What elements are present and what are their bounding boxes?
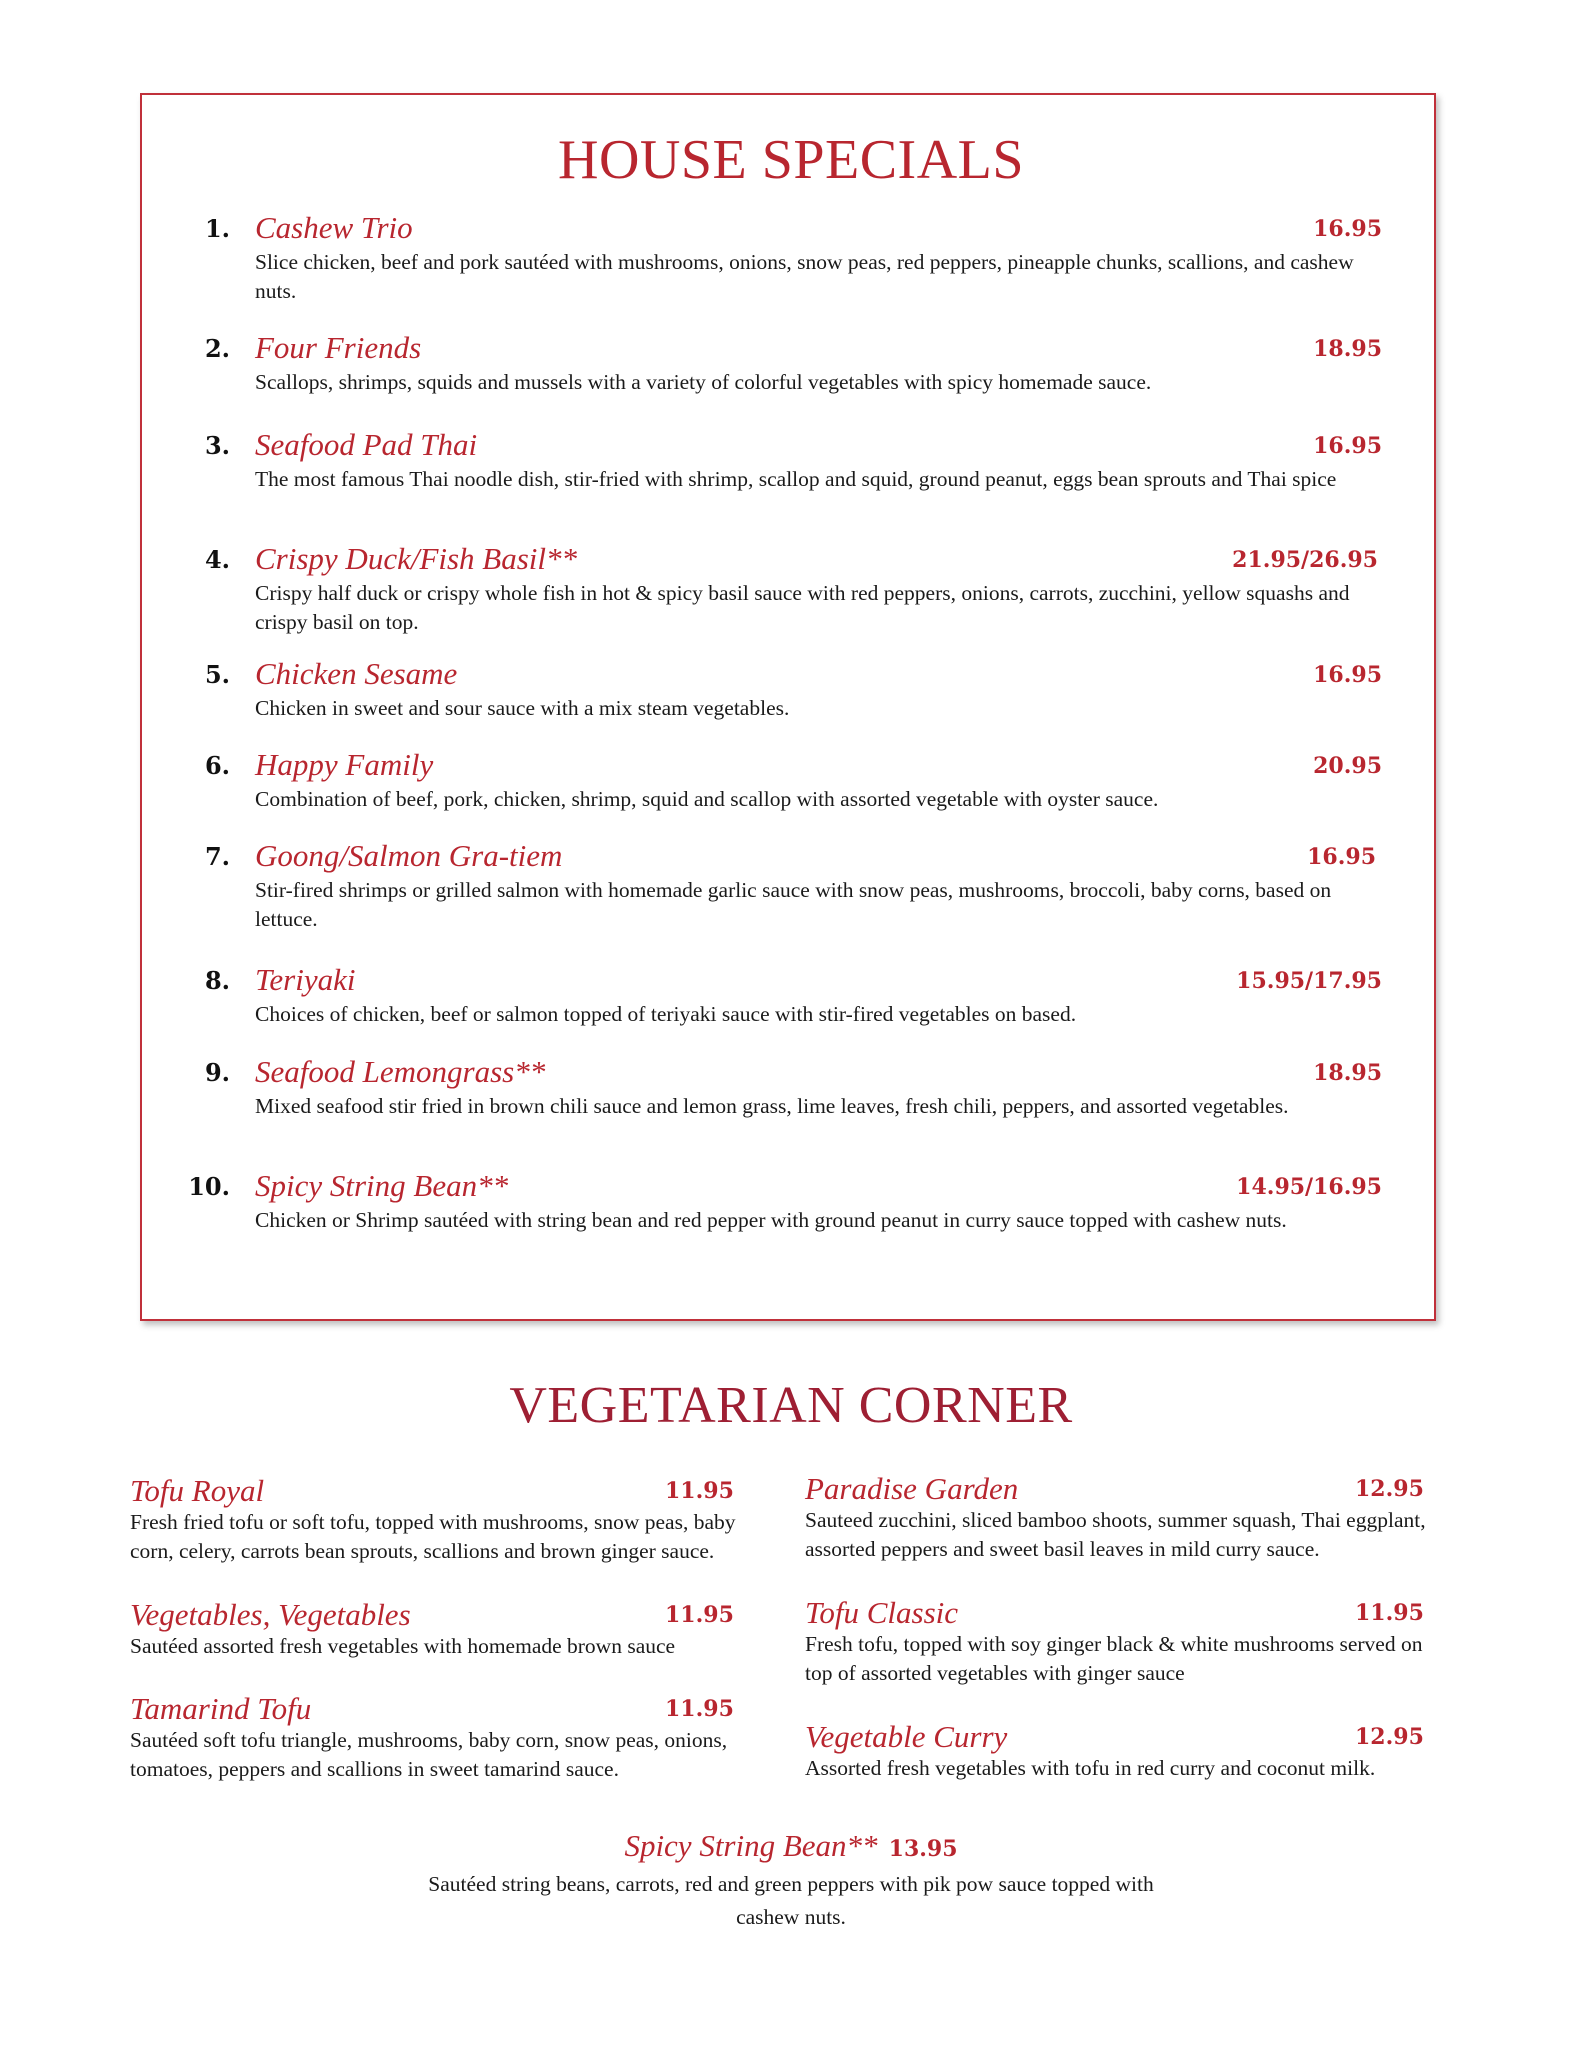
item-number: 5.	[204, 660, 230, 689]
item-name: Spicy String Bean**	[255, 1168, 509, 1203]
item-price: 20.95	[1313, 753, 1382, 779]
veg-item-name: Spicy String Bean**	[624, 1828, 878, 1863]
veg-item-name: Tamarind Tofu	[130, 1691, 312, 1726]
item-price: 14.95/16.95	[1236, 1174, 1382, 1200]
item-description: Combination of beef, pork, chicken, shrimp, squid and scallop with assorted vegetable with oyster sauce.	[255, 787, 1159, 811]
item-description: Choices of chicken, beef or salmon topped of teriyaki sauce with stir-fired vegetables on based.	[255, 1002, 1077, 1026]
veg-item-price: 11.95	[665, 1696, 734, 1722]
item-description: Crispy half duck or crispy whole fish in hot & spicy basil sauce with red peppers, onions, carrots, zucchini, yellow squashs and crispy basil on top.	[255, 581, 1350, 634]
item-description: Mixed seafood stir fried in brown chili sauce and lemon grass, lime leaves, fresh chili, peppers, and assorted vegetables.	[255, 1094, 1289, 1118]
veg-item-name: Paradise Garden	[805, 1471, 1019, 1506]
item-number: 1.	[204, 214, 230, 243]
veg-item	[130, 1598, 770, 1661]
veg-item	[805, 1472, 1445, 1563]
item-name: Crispy Duck/Fish Basil**	[255, 541, 578, 576]
veg-item-price: 11.95	[665, 1478, 734, 1504]
vegetarian-corner-title: VEGETARIAN CORNER	[509, 1377, 1073, 1434]
veg-item-price: 12.95	[1355, 1724, 1424, 1750]
item-name: Seafood Lemongrass**	[255, 1054, 546, 1089]
veg-item-price: 12.95	[1355, 1476, 1424, 1502]
item-price: 16.95	[1313, 662, 1382, 688]
veg-item-price: 13.95	[888, 1836, 958, 1862]
item-name: Four Friends	[255, 330, 422, 365]
veg-item-description: Assorted fresh vegetables with tofu in red curry and coconut milk.	[805, 1756, 1376, 1780]
item-price: 16.95	[1313, 216, 1382, 242]
veg-item-name: Tofu Classic	[805, 1595, 959, 1630]
house-specials-title: HOUSE SPECIALS	[558, 129, 1024, 191]
item-price: 16.95	[1313, 433, 1382, 459]
item-number: 8.	[204, 966, 230, 995]
item-price: 15.95/17.95	[1236, 968, 1382, 994]
item-description: Stir-fired shrimps or grilled salmon with homemade garlic sauce with snow peas, mushrooms, broccoli, baby corns, based on lettuce.	[255, 878, 1332, 931]
veg-item	[805, 1720, 1445, 1783]
veg-item-description: Sautéed string beans, carrots, red and green peppers with pik pow sauce topped with cashew nuts.	[428, 1872, 1154, 1929]
veg-item-description: Fresh fried tofu or soft tofu, topped with mushrooms, snow peas, baby corn, celery, carrots bean sprouts, scallions and brown ginger sauce.	[130, 1510, 736, 1563]
veg-item-name: Vegetable Curry	[805, 1719, 1008, 1754]
item-price: 18.95	[1313, 1060, 1382, 1086]
item-description: The most famous Thai noodle dish, stir-fried with shrimp, scallop and squid, ground peanut, eggs bean sprouts and Thai spice	[255, 467, 1337, 491]
veg-center-item	[0, 1828, 1582, 1934]
veg-item	[130, 1692, 770, 1783]
veg-item-description: Sautéed soft tofu triangle, mushrooms, baby corn, snow peas, onions, tomatoes, peppers and scallions in sweet tamarind sauce.	[130, 1728, 728, 1781]
item-number: 6.	[204, 751, 230, 780]
item-number: 2.	[204, 334, 230, 363]
item-name: Chicken Sesame	[255, 656, 458, 691]
veg-item-description: Sautéed assorted fresh vegetables with homemade brown sauce	[130, 1634, 676, 1658]
item-number: 4.	[204, 545, 230, 574]
item-name: Happy Family	[255, 747, 434, 782]
veg-item	[805, 1596, 1445, 1687]
veg-item-description: Sauteed zucchini, sliced bamboo shoots, summer squash, Thai eggplant, assorted peppers and sweet basil leaves in mild curry sauce.	[805, 1508, 1426, 1561]
item-price: 21.95/26.95	[1232, 547, 1378, 573]
veg-item	[130, 1474, 770, 1565]
item-number: 3.	[204, 431, 230, 460]
item-price: 18.95	[1313, 336, 1382, 362]
item-price: 16.95	[1307, 844, 1376, 870]
veg-item-price: 11.95	[1355, 1600, 1424, 1626]
veg-item-description: Fresh tofu, topped with soy ginger black & white mushrooms served on top of assorted vegetables with ginger sauce	[805, 1632, 1423, 1685]
item-name: Goong/Salmon Gra-tiem	[255, 838, 563, 873]
item-description: Chicken or Shrimp sautéed with string bean and red pepper with ground peanut in curry sauce topped with cashew nuts.	[255, 1208, 1287, 1232]
item-name: Teriyaki	[255, 962, 356, 997]
item-description: Chicken in sweet and sour sauce with a mix steam vegetables.	[255, 696, 790, 720]
item-number: 7.	[204, 842, 230, 871]
item-name: Seafood Pad Thai	[255, 427, 478, 462]
item-number: 10.	[188, 1172, 230, 1201]
veg-item-name: Tofu Royal	[130, 1473, 265, 1508]
veg-item-name: Vegetables, Vegetables	[130, 1597, 411, 1632]
item-name: Cashew Trio	[255, 210, 413, 245]
item-number: 9.	[204, 1058, 230, 1087]
item-description: Slice chicken, beef and pork sautéed with mushrooms, onions, snow peas, red peppers, pineapple chunks, scallions, and cashew nuts.	[255, 250, 1354, 303]
item-description: Scallops, shrimps, squids and mussels with a variety of colorful vegetables with spicy homemade sauce.	[255, 370, 1152, 394]
veg-item-price: 11.95	[665, 1602, 734, 1628]
